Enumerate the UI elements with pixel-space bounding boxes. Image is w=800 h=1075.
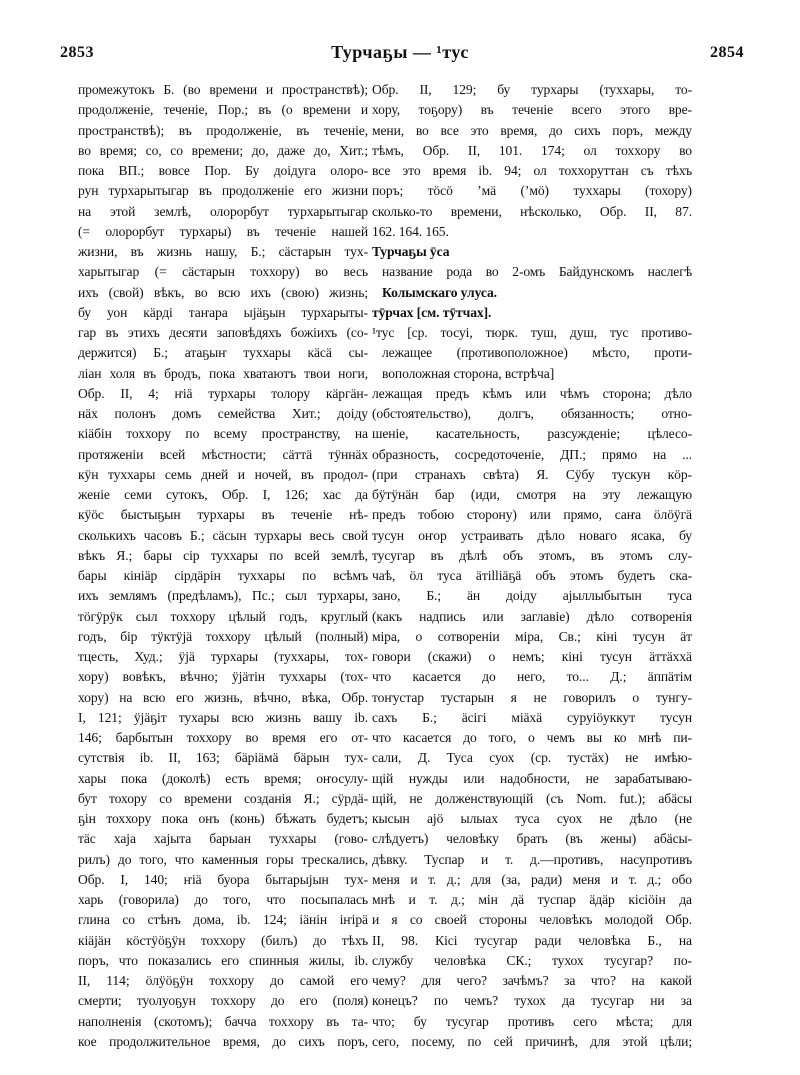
text-line: (какъ надпись или заглавіе) дѣло сотворенія — [372, 608, 692, 624]
text-line: годъ, бір тӱктӱјӓ тоххору цѣлый (полный) — [78, 628, 368, 644]
text-line: поръ; тӧсӧ ʼмӓ (ʼмӧ) туххары (тохору) — [372, 183, 692, 199]
text-line: воположная сторона, встрѣча] — [382, 365, 555, 381]
text-line: лежащая предъ кѣмъ или чѣмъ сторона; дѣло — [372, 385, 692, 401]
text-line: сутствія ib. II, 163; бӓріӓмӓ бӓрын тух- — [78, 750, 368, 766]
text-line: мени, во все это время, до сихъ поръ, между — [372, 122, 692, 138]
text-line: харь (говорила) до того, что посыпалась — [78, 892, 368, 907]
headword-line: Турчаҕы ӯса — [372, 244, 450, 259]
text-line: меня и т. д.; для (за, ради) меня и т. д.; обо — [372, 871, 692, 887]
text-line: смерти; туолуоҕун тоххору до его (поля) — [78, 993, 368, 1009]
text-line: пространствѣ); въ продолженіе, въ теченіе, — [78, 122, 368, 138]
text-line: Обр. I, 140; ҥіӓ буора бытарыјын тух- — [78, 871, 368, 887]
page-number-right: 2854 — [710, 44, 744, 61]
text-line: бӱтӱнӓн бар (иди, смотря на эту лежащую — [372, 487, 692, 502]
text-line: рун турхарытыгар въ продолженіе его жизни — [78, 183, 368, 199]
text-line: образность, сосредоточеніе, ДП.; прямо на ... — [372, 446, 692, 462]
left-column — [78, 80, 368, 1052]
text-line: ихъ землямъ (предѣламъ), Пс.; сыл турхары, — [78, 588, 368, 604]
text-line: женіе семи сутокъ, Обр. I, 126; хас да — [78, 487, 368, 502]
text-line: (при странахъ свѣта) Я. Сӱбу тускун кӧр- — [372, 466, 692, 482]
text-line: название рода во 2-омъ Байдунскомъ наслегѣ — [382, 264, 692, 280]
text-line: поръ, что показались его спинныя жилы, ib. — [78, 952, 368, 968]
text-line: бу уон кӓрді таҥара ыјӓҕын турхарыты- — [78, 304, 368, 320]
text-line: говори (скажи) о немъ; кіні тусун ӓттӓххӓ — [372, 649, 692, 664]
text-line: Колымскаго улуса. — [382, 284, 497, 300]
text-line: чему? для чего? зачѣмъ? за что? на какой — [372, 973, 692, 988]
text-line: кӱн туххары семь дней и ночей, въ продол- — [78, 466, 368, 482]
text-line: щій, не долженствующій (съ Nom. fut.); абӓсы — [372, 790, 692, 806]
right-column — [372, 80, 692, 1052]
text-line: глина со стѣнъ дома, ib. 124; іӓнін іҥірӓ — [78, 912, 368, 928]
text-line: тусун оҥор устраивать дѣло новаго ясака, бу — [372, 527, 692, 543]
text-line: что; бу тусугар противъ сего мѣста; для — [372, 1013, 692, 1029]
text-line: на этой землѣ, олорорбут турхарытыгар — [78, 203, 368, 219]
text-line: протяженіи всей мѣстности; сӓттӓ тӱннӓх — [78, 446, 368, 462]
text-line: лежащее (противоположное) мѣсто, проти- — [382, 345, 692, 361]
text-line: сего, посему, по сей причинѣ, для этой цѣли; — [372, 1033, 692, 1049]
text-line: 146; барбытын тоххору во время его от- — [78, 730, 368, 745]
text-line: кіӓбін тоххору по всему пространству, на — [78, 426, 368, 442]
text-line: тӓс хаја хајыта барыан туххары (гово- — [78, 831, 368, 847]
text-line: продолженіе, теченіе, Пор.; въ (о времени и — [78, 102, 368, 118]
text-line: харытыгар (= сӓстарын тоххору) во весь — [78, 264, 368, 280]
text-line: сколько-то времени, нѣсколько, Обр. II, 87. — [372, 203, 692, 219]
text-line: міра, о сотвореніи міра, Св.; кіні тусун ӓт — [372, 628, 692, 644]
text-line: (обстоятельство), долгъ, обязанность; отно- — [372, 406, 692, 421]
text-line: тѣмъ, Обр. II, 101. 174; ол тоххору во — [372, 142, 692, 158]
text-line: 162. 164. 165. — [372, 223, 449, 239]
text-line: жизни, въ жизнь нашу, Б.; сӓстарын тух- — [78, 244, 368, 259]
text-line: рилъ) до того, что каменныя горы трескались, — [78, 851, 368, 867]
text-line: ліан холя въ бродъ, пока хватаютъ твои ноги, — [78, 365, 368, 381]
text-line: сколькихъ часовъ Б.; сӓсын турхары весь свой — [78, 527, 368, 543]
text-line: сахъ Б.; ӓсігі міӓхӓ суруіӧуккут тусун — [372, 709, 692, 725]
text-line: щій нужды или надобности, не зарабатываю- — [372, 770, 692, 786]
text-line: Обр. II, 4; ҥіӓ турхары толору кӓргӓн- — [78, 385, 368, 401]
text-line: хары пока (доколѣ) есть время; оҥосулу- — [78, 770, 368, 786]
text-line: во время; со, со времени; до, даже до, Хит.; — [78, 142, 368, 158]
text-line: держится) Б.; атаҕыҥ туххары кӓсӓ сы- — [78, 345, 368, 361]
text-line: мнѣ и т. д.; мін дӓ туспар ӓдӓр кісіӧін да — [372, 892, 692, 907]
text-line: шеніе, касательность, разсужденіе; цѣлесо- — [372, 426, 692, 442]
text-line: II, 114; ӧлӱӧҕӱн тоххору до самой его — [78, 973, 368, 988]
text-line: тцесть, Худ.; ӱјӓ турхары (туххары, тох- — [78, 649, 368, 664]
text-line: тусугар въ дѣлѣ объ этомъ, въ этомъ слу- — [372, 547, 692, 563]
text-line: бары кініӓр сірдӓрін туххары по всѣмъ — [78, 568, 368, 583]
headword-line: тӯрчах [см. тӯтчах]. — [372, 304, 492, 320]
text-line: нӓх полонъ домъ семейства Хит.; доіду — [78, 406, 368, 421]
text-line: пока ВП.; вовсе Пор. Бу доідуга олоро- — [78, 163, 368, 178]
text-line: что касается до того, о чемъ вы ко мнѣ пи- — [372, 730, 692, 745]
page-header — [0, 0, 800, 70]
text-line: наполненія (скотомъ); баччa тоххору въ та- — [78, 1013, 368, 1029]
text-line: сали, Д. Туса суох (ср. тустӓх) не имѣю- — [372, 750, 692, 766]
text-line: ¹тус [ср. тосуі, тюрк. туш, душ, тус противо- — [372, 325, 692, 340]
text-line: зано, Б.; ӓн доіду ајыллыбытын туса — [372, 588, 692, 604]
text-line: ихъ (свой) вѣкъ, во всю ихъ (свою) жизнь; — [78, 284, 368, 300]
text-line: хору, тоҕору) въ теченіе всего этого вре- — [372, 102, 692, 118]
page-number-left: 2853 — [60, 44, 94, 61]
text-line: хору) на всю его жизнь, вѣчно, вѣка, Обр. — [78, 689, 368, 705]
text-line: дѣвку. Туспар и т. д.—противъ, насупротивъ — [372, 851, 692, 867]
text-line: кіӓјӓн кӧстӱӧҕӱн тоххору (билъ) до тѣхъ — [78, 932, 368, 948]
text-line: хору) вовѣкъ, вѣчно; ӱјӓтін туххары (тох- — [78, 669, 368, 685]
text-line: Обр. II, 129; бу турхары (туххары, то- — [372, 82, 692, 97]
text-line: I, 121; ӱјӓҕіт тухары всю жизнь вашу ib. — [78, 709, 368, 725]
text-line: вѣкъ Я.; бары сір туххары по всей землѣ, — [78, 547, 368, 563]
text-line: кысын ајӧ ылыах туса суох не дѣло (не — [372, 811, 692, 826]
text-line: конецъ? по чемъ? тухох да тусугар ни за — [372, 993, 692, 1009]
text-line: промежутокъ Б. (во времени и пространствѣ); — [78, 82, 368, 97]
text-line: ҕін тоххору пока онъ (конь) бѣжать будетъ; — [78, 811, 368, 826]
text-line: тоҥустар тустарын я не говорилъ о тунгу- — [372, 689, 692, 705]
text-line: службу человѣка СК.; тухох тусугар? по- — [372, 952, 692, 968]
running-title: Турчаҕы — ¹тус — [331, 42, 469, 62]
text-line: II, 98. Кісі тусугар ради человѣка Б., на — [372, 932, 692, 948]
text-line: тӧгӱрӱк сыл тоххору цѣлый годъ, круглый — [78, 608, 368, 624]
text-line: кое продолжительное время, до сихъ поръ, — [78, 1033, 368, 1049]
text-line: чаѣ, ӧл туса ӓтіllіӓҕӓ объ этомъ будетъ ска- — [372, 568, 692, 583]
text-line: кӱӧс быстыҕын турхары въ теченіе нѣ- — [78, 507, 368, 523]
text-line: (= олорорбут турхары) въ теченіе нашей — [78, 223, 368, 239]
text-line: бут тохору со времени созданія Я.; сӱрдӓ- — [78, 790, 368, 806]
text-line: гар въ этихъ десяти заповѣдяхъ божіихъ (со- — [78, 325, 368, 340]
text-line: что касается до него, то... Д.; ӓппӓтім — [372, 669, 692, 685]
text-line: и я со своей стороны человѣкъ молодой Обр. — [372, 912, 692, 928]
text-line: предъ тобою сторону) или прямо, саҥа ӧлӧӱгӓ — [372, 507, 692, 523]
text-line: все это время ib. 94; ол тоххоруттан съ тѣхъ — [372, 163, 692, 178]
text-line: слѣдуетъ) человѣку брать (въ жены) абӓсы- — [372, 831, 692, 847]
